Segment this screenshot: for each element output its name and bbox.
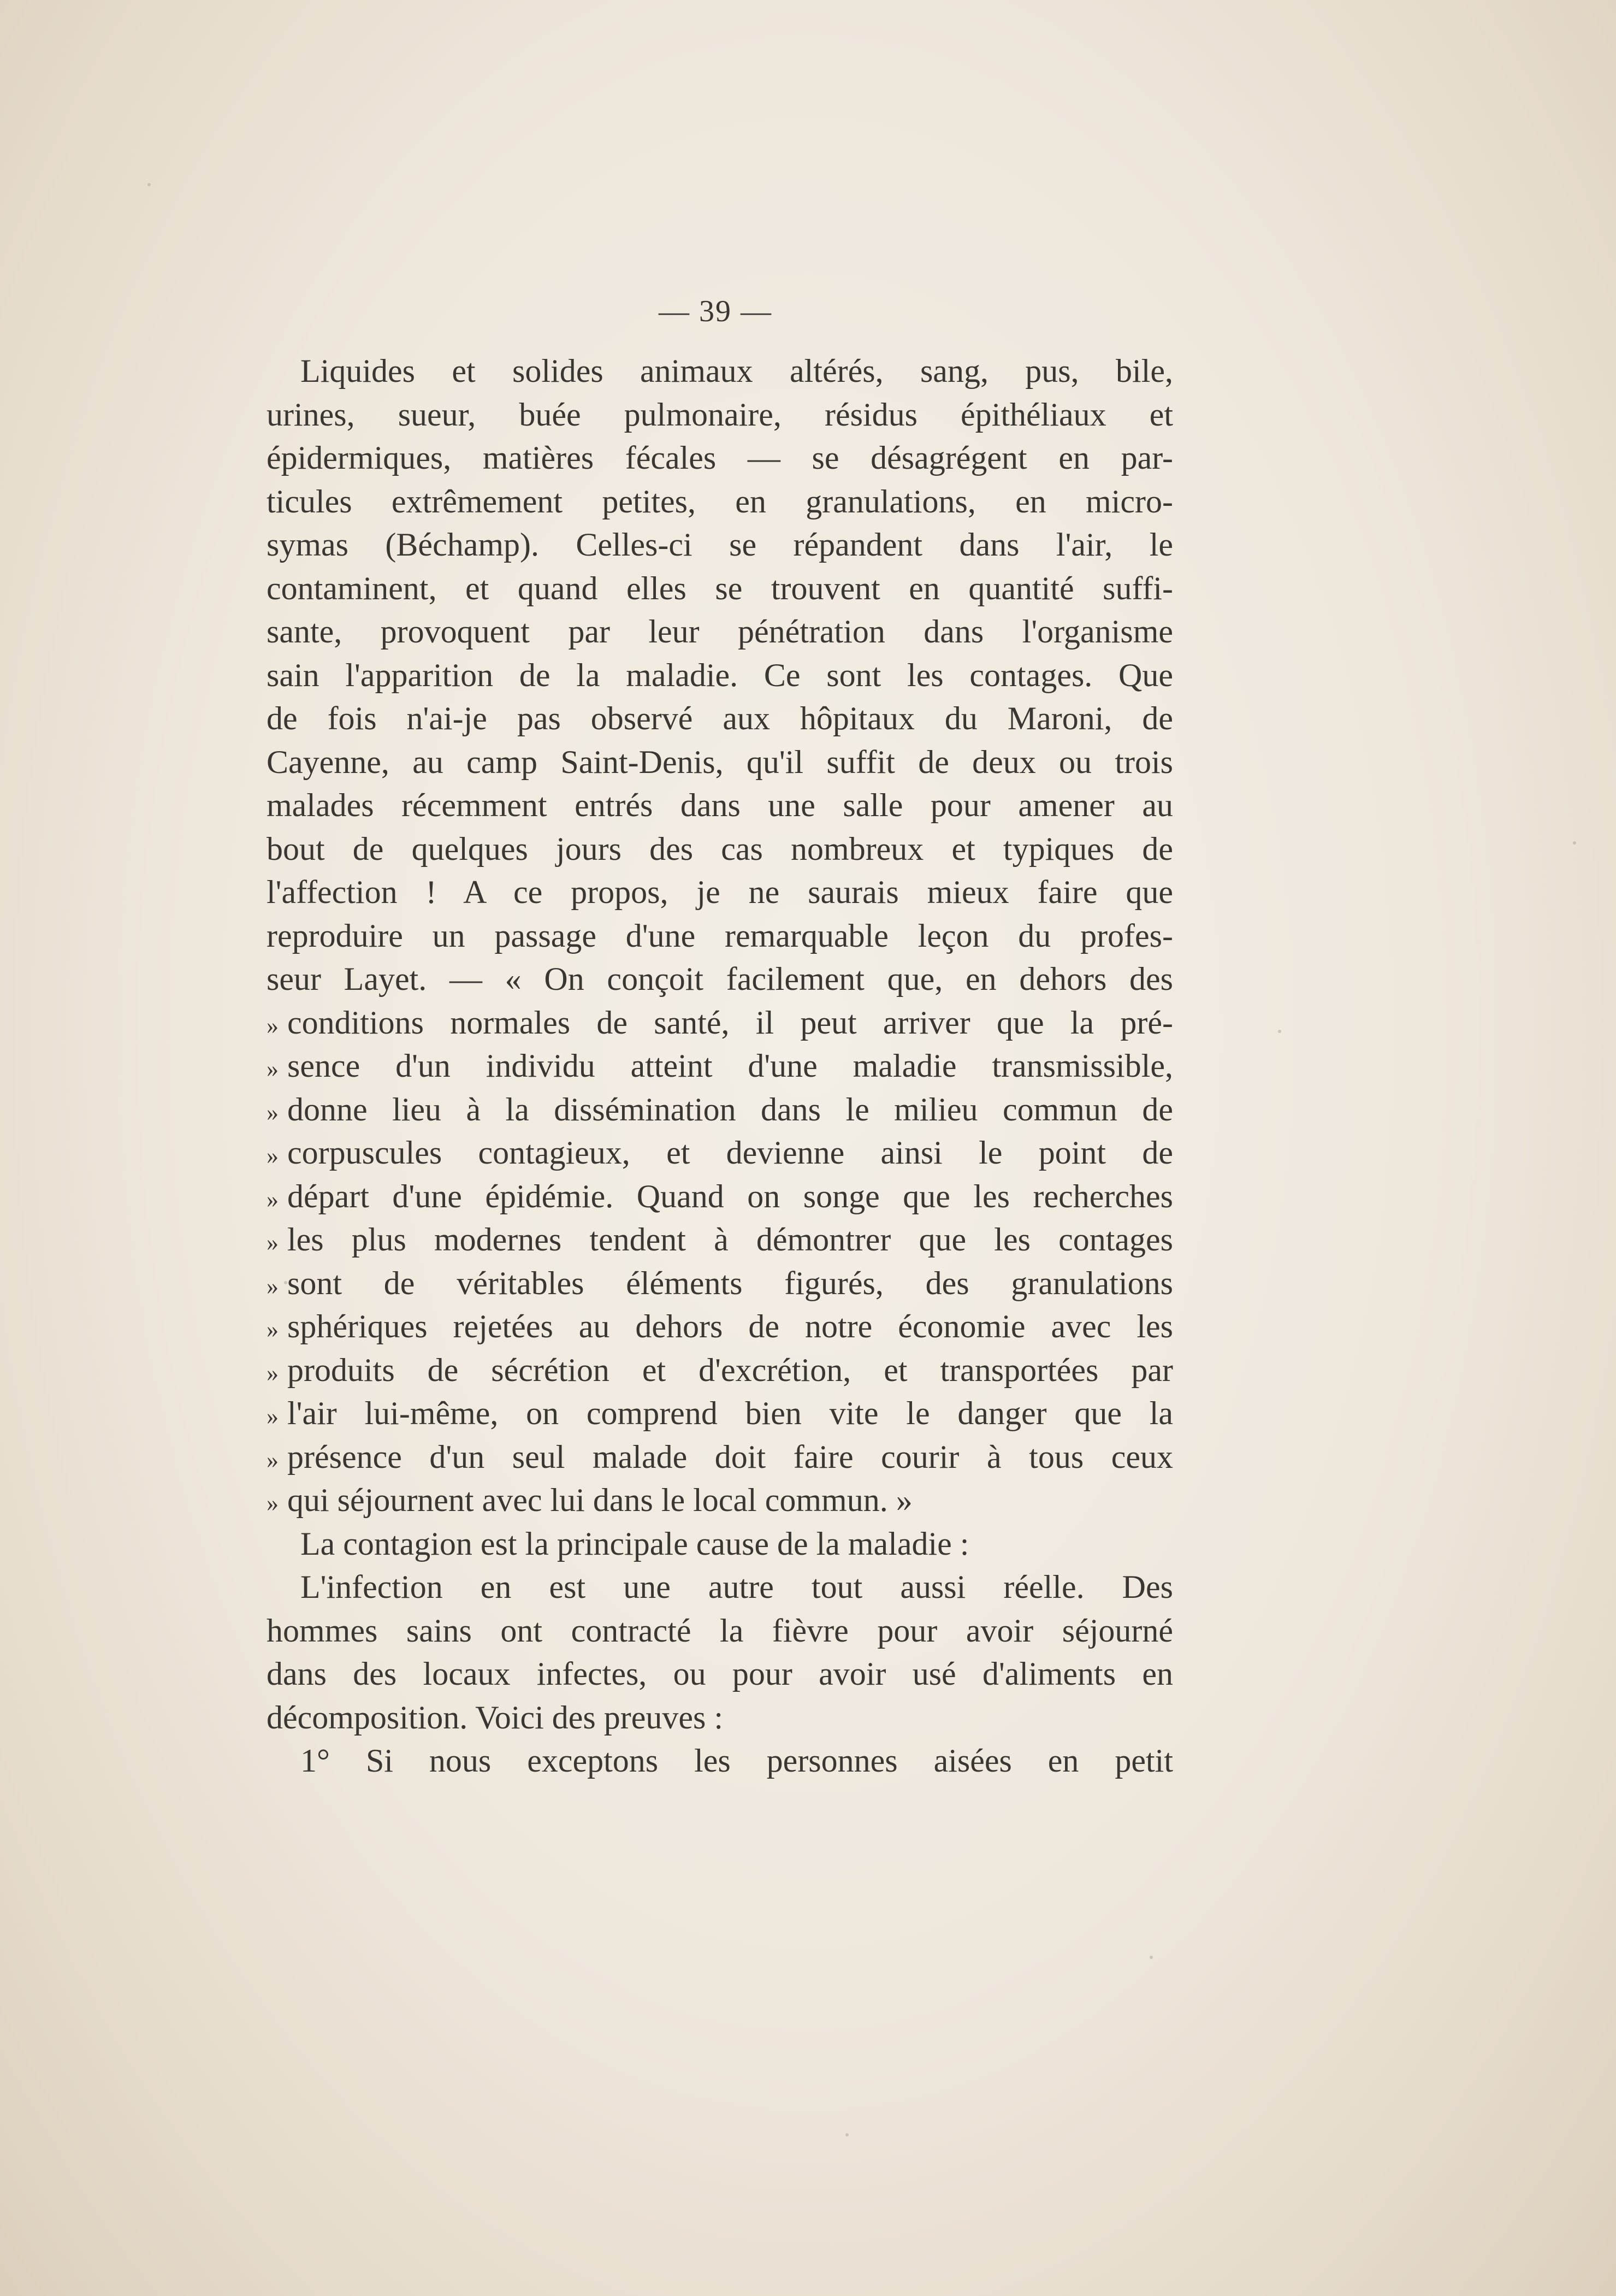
quote-mark: » — [267, 1446, 279, 1473]
line-text: donne lieu à la dissémination dans le milieu commun de — [287, 1091, 1173, 1128]
text-line — [267, 958, 1173, 1001]
line-text: sain l'apparition de la maladie. Ce sont les contages. Que — [267, 657, 1173, 693]
text-line — [267, 350, 1173, 393]
line-text: sence d'un individu atteint d'une maladie transmissible, — [287, 1048, 1173, 1084]
line-text: sante, provoquent par leur pénétration dans l'organisme — [267, 613, 1173, 650]
line-text: reproduire un passage d'une remarquable leçon du profes- — [267, 917, 1173, 954]
text-line — [267, 1262, 1173, 1306]
text-line — [267, 1001, 1173, 1045]
line-text: sphériques rejetées au dehors de notre économie avec les — [287, 1308, 1173, 1344]
text-line — [267, 1436, 1173, 1479]
line-text: bout de quelques jours des cas nombreux et typiques de — [267, 830, 1173, 867]
text-line — [267, 1088, 1173, 1132]
quote-mark: » — [267, 1185, 279, 1213]
line-text: ticules extrêmement petites, en granulations, en micro- — [267, 483, 1173, 520]
text-line — [267, 436, 1173, 480]
text-line — [267, 914, 1173, 958]
text-line — [267, 567, 1173, 611]
text-line — [267, 1479, 1173, 1522]
text-line — [267, 1305, 1173, 1349]
text-line — [267, 1218, 1173, 1262]
line-text: l'air lui-même, on comprend bien vite le danger que la — [287, 1395, 1173, 1431]
quote-mark: » — [267, 1099, 279, 1126]
line-text: urines, sueur, buée pulmonaire, résidus épithéliaux et — [267, 396, 1173, 433]
quote-mark: » — [267, 1142, 279, 1169]
paper-speck — [1573, 841, 1576, 845]
line-text: Liquides et solides animaux altérés, sang, pus, bile, — [300, 353, 1173, 389]
text-line — [267, 1044, 1173, 1088]
line-text: dans des locaux infectes, ou pour avoir usé d'aliments en — [267, 1656, 1173, 1692]
line-text: départ d'une épidémie. Quand on songe que les recherches — [287, 1178, 1173, 1214]
text-line — [267, 1739, 1173, 1783]
text-line — [267, 1175, 1173, 1219]
text-line — [267, 697, 1173, 741]
quote-mark: » — [267, 1359, 279, 1386]
line-text: malades récemment entrés dans une salle pour amener au — [267, 787, 1173, 823]
quote-mark: » — [267, 1490, 279, 1516]
text-line — [267, 784, 1173, 828]
quote-mark: » — [267, 1229, 279, 1256]
line-text: sont de véritables éléments figurés, des granulations — [287, 1265, 1173, 1301]
quote-mark: » — [267, 1055, 279, 1082]
text-line — [267, 1349, 1173, 1392]
text-line — [267, 1696, 1173, 1740]
text-line — [267, 828, 1173, 871]
text-line — [267, 1652, 1173, 1696]
text-line — [267, 523, 1173, 567]
line-text: épidermiques, matières fécales — se désagrégent en par- — [267, 440, 1173, 476]
line-text: Cayenne, au camp Saint-Denis, qu'il suffit de deux ou trois — [267, 743, 1173, 780]
paper-speck — [284, 1281, 287, 1284]
text-line — [267, 393, 1173, 437]
paper-speck — [845, 2133, 849, 2136]
text-line — [267, 610, 1173, 654]
text-line — [267, 1522, 1173, 1566]
line-text: conditions normales de santé, il peut arriver que la pré- — [287, 1004, 1173, 1041]
text-line — [267, 1392, 1173, 1436]
line-text: symas (Béchamp). Celles-ci se répandent dans l'air, le — [267, 527, 1173, 563]
quote-mark: » — [267, 1316, 279, 1343]
line-text: corpuscules contagieux, et devienne ainsi le point de — [287, 1135, 1173, 1171]
line-text: contaminent, et quand elles se trouvent en quantité suffi- — [267, 570, 1173, 606]
text-line — [267, 654, 1173, 698]
line-text: décomposition. Voici des preuves : — [267, 1699, 724, 1736]
paper-speck — [1278, 1030, 1281, 1033]
line-text: seur Layet. — « On conçoit facilement que, en dehors des — [267, 961, 1173, 997]
quote-mark: » — [267, 1012, 279, 1039]
body-text — [267, 350, 1173, 1783]
text-line — [267, 871, 1173, 914]
line-text: les plus modernes tendent à démontrer que les contages — [287, 1221, 1173, 1258]
line-text: produits de sécrétion et d'excrétion, et transportées par — [287, 1351, 1173, 1388]
quote-mark: » — [267, 1403, 279, 1430]
paper-speck — [1150, 1956, 1153, 1959]
line-text: La contagion est la principale cause de la maladie : — [300, 1525, 969, 1562]
page-number: — 39 — — [659, 294, 772, 328]
line-text: qui séjournent avec lui dans le local commun. » — [287, 1482, 913, 1518]
paper-speck — [147, 183, 151, 186]
line-text: L'infection en est une autre tout aussi réelle. Des — [300, 1569, 1173, 1605]
line-text: de fois n'ai-je pas observé aux hôpitaux du Maroni, de — [267, 700, 1173, 736]
quote-mark: » — [267, 1272, 279, 1300]
line-text: 1° Si nous exceptons les personnes aisées en petit — [300, 1743, 1173, 1779]
text-line — [267, 741, 1173, 784]
line-text: hommes sains ont contracté la fièvre pour avoir séjourné — [267, 1612, 1173, 1649]
text-line — [267, 480, 1173, 524]
line-text: présence d'un seul malade doit faire courir à tous ceux — [287, 1438, 1173, 1475]
text-line — [267, 1609, 1173, 1653]
text-line — [267, 1566, 1173, 1609]
line-text: l'affection ! A ce propos, je ne saurais mieux faire que — [267, 874, 1173, 910]
text-line — [267, 1131, 1173, 1175]
